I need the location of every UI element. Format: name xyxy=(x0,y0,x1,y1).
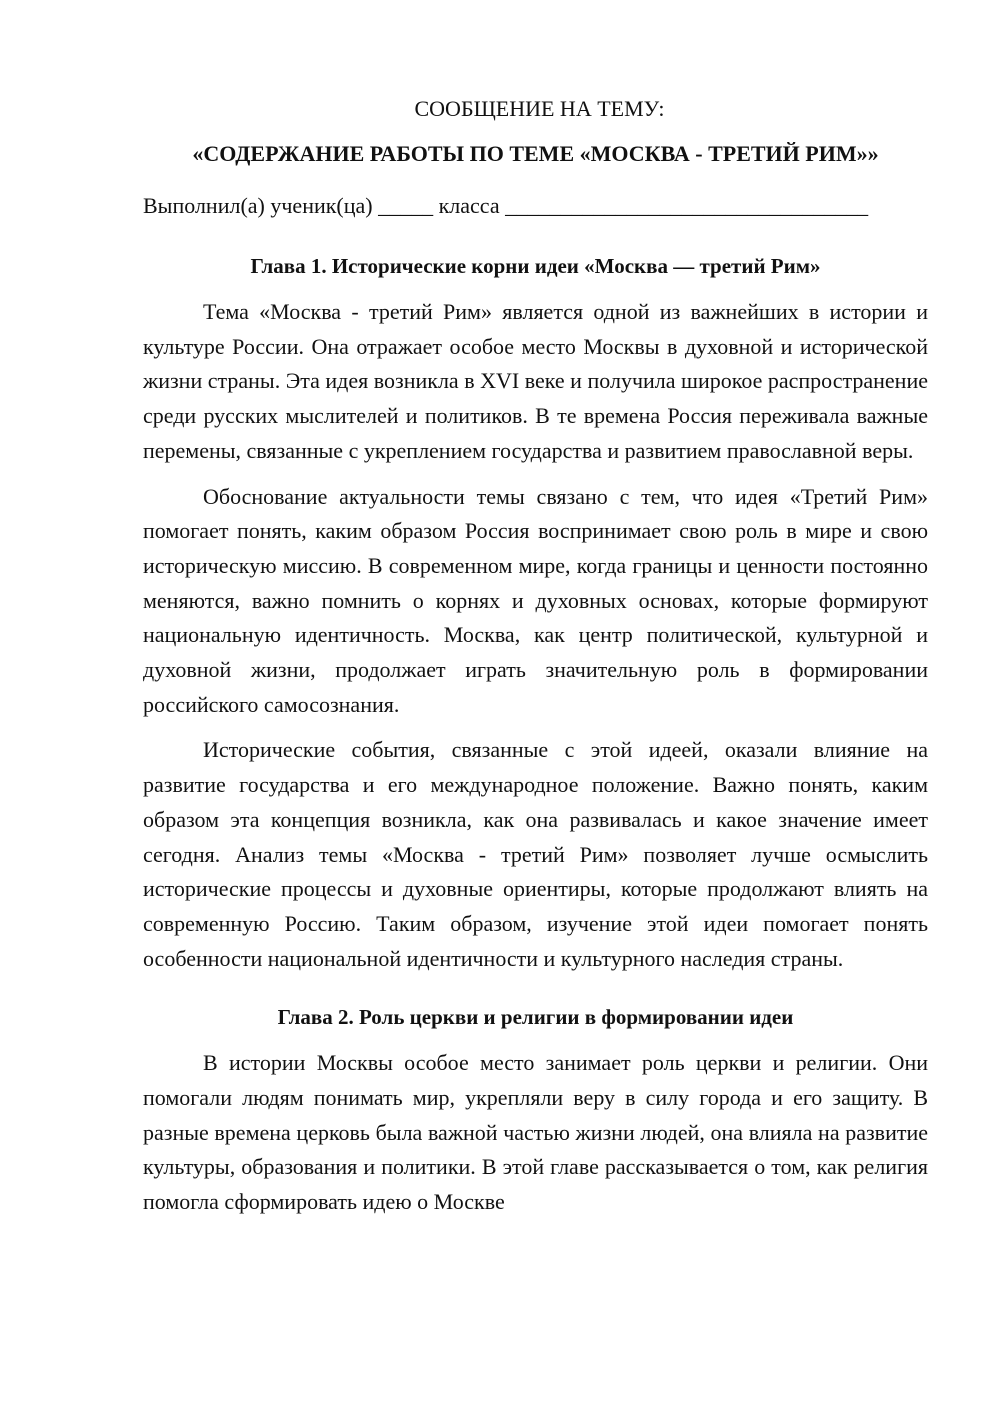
author-line: Выполнил(а) ученик(ца) _____ класса _________________________________ xyxy=(143,193,869,218)
document-title-line-2: «СОДЕРЖАНИЕ РАБОТЫ ПО ТЕМЕ «МОСКВА - ТРЕТИЙ РИМ»» xyxy=(192,141,879,166)
document-page xyxy=(143,92,928,1220)
chapter-1-paragraph-2: Обоснование актуальности темы связано с тем, что идея «Третий Рим» помогает понять, каким образом Россия воспринимает свою роль в мире и свою историческую миссию. В современном мире, когда границы и ценности постоянно меняются, важно помнить о корнях и духовных основах, которые формируют национальную идентичность. Москва, как центр политической, культурной и духовной жизни, продолжает играть значительную роль в формировании российского самосознания. xyxy=(143,483,928,717)
chapter-2-paragraph-1: В истории Москвы особое место занимает роль церкви и религии. Они помогали людям понимать мир, укрепляли веру в силу города и его защиту. В разные времена церковь была важной частью жизни людей, она влияла на развитие культуры, образования и политики. В этой главе рассказывается о том, как религия помогла сформировать идею о Москве xyxy=(143,1050,928,1215)
document-title-line-1: СООБЩЕНИЕ НА ТЕМУ: xyxy=(414,96,665,121)
chapter-1-paragraph-1: Тема «Москва - третий Рим» является одной из важнейших в истории и культуре России. Она отражает особое место Москвы в духовной и исторической жизни страны. Эта идея возникла в XVI веке и получила широкое распространение среди русских мыслителей и политиков. В те времена Россия переживала важные перемены, связанные с укреплением государства и развитием православной веры. xyxy=(143,299,928,463)
chapter-1-heading: Глава 1. Исторические корни идеи «Москва — третий Рим» xyxy=(250,254,821,278)
chapter-1-paragraph-3: Исторические события, связанные с этой идеей, оказали влияние на развитие государства и его международное положение. Важно понять, каким образом эта концепция возникла, как она развивалась и какое значение имеет сегодня. Анализ темы «Москва - третий Рим» позволяет лучше осмыслить исторические процессы и духовные ориентиры, которые продолжают влиять на современную Россию. Таким образом, изучение этой идеи помогает понять особенности национальной идентичности и культурного наследия страны. xyxy=(143,737,928,971)
chapter-2-heading: Глава 2. Роль церкви и религии в формировании идеи xyxy=(277,1005,794,1030)
